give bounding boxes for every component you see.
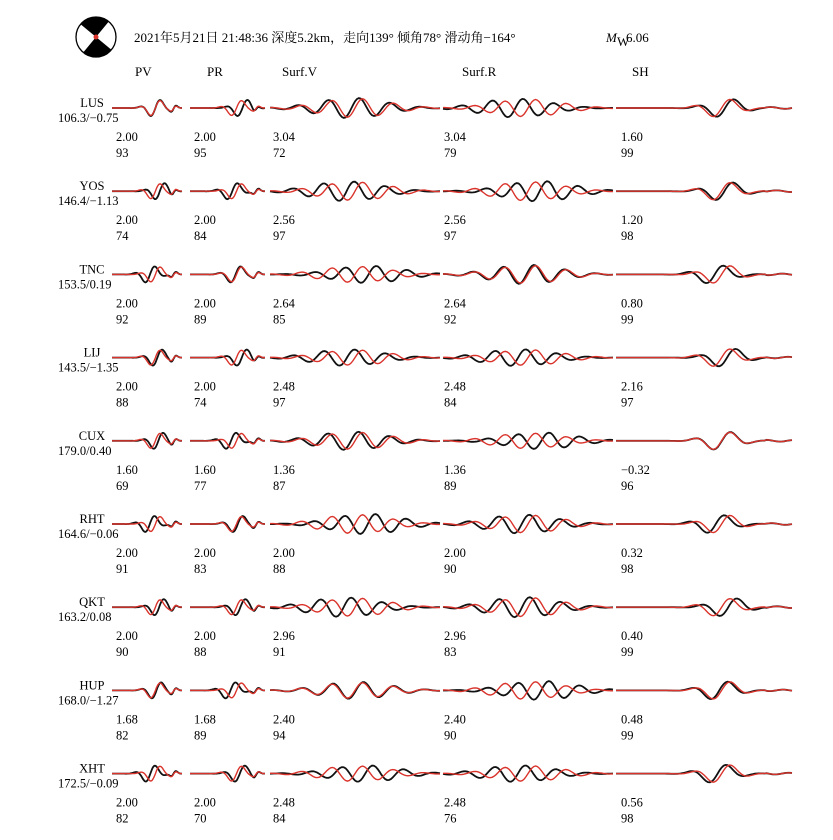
station-row-qkt <box>58 595 792 659</box>
time-shift-pv: 1.60 <box>116 462 138 477</box>
waveform-surf-r <box>443 99 613 117</box>
waveform-pv <box>112 183 182 199</box>
correlation-surf-v: 84 <box>273 811 286 826</box>
correlation-pv: 93 <box>116 146 129 160</box>
time-shift-surf-r: 3.04 <box>444 130 466 144</box>
station-azimuth-distance: 179.0/0.40 <box>58 443 112 458</box>
station-name: LIJ <box>83 345 101 360</box>
correlation-sh: 96 <box>621 478 634 493</box>
waveform-pr <box>190 599 265 615</box>
correlation-pr: 89 <box>194 728 207 743</box>
station-row-cux <box>58 429 792 493</box>
correlation-sh: 98 <box>621 811 634 826</box>
time-shift-pr: 2.00 <box>194 629 216 644</box>
synthetic-trace <box>112 766 182 781</box>
correlation-surf-r: 90 <box>444 728 457 743</box>
synthetic-trace <box>112 184 182 199</box>
beachball-icon <box>76 17 116 57</box>
synthetic-trace <box>443 515 613 532</box>
waveform-surf-r <box>443 766 613 782</box>
time-shift-pv: 2.00 <box>116 795 138 810</box>
waveform-pr <box>190 433 265 449</box>
synthetic-trace <box>616 349 792 366</box>
time-shift-pr: 2.00 <box>194 213 216 228</box>
waveform-sh <box>616 349 792 366</box>
correlation-surf-v: 88 <box>273 562 286 576</box>
correlation-surf-r: 83 <box>444 645 457 660</box>
synthetic-trace <box>443 598 613 617</box>
time-shift-sh: −0.32 <box>621 462 650 477</box>
waveform-pr <box>190 683 265 699</box>
waveform-surf-r <box>443 597 613 617</box>
correlation-surf-v: 91 <box>273 645 286 660</box>
waveform-surf-v <box>270 182 440 201</box>
waveform-surf-r <box>443 433 613 449</box>
time-shift-surf-r: 2.56 <box>444 213 466 228</box>
beachball-center-marker <box>94 35 99 40</box>
time-shift-pv: 2.00 <box>116 130 138 144</box>
station-name: CUX <box>78 428 106 443</box>
time-shift-surf-v: 2.56 <box>273 213 295 228</box>
time-shift-surf-v: 2.00 <box>273 546 295 560</box>
waveform-pv <box>112 433 182 449</box>
waveform-sh <box>616 183 792 200</box>
column-headers <box>135 64 649 79</box>
time-shift-sh: 0.32 <box>621 546 643 560</box>
station-row-lus <box>58 96 792 160</box>
waveform-surf-r <box>443 181 613 201</box>
column-header-surf-r: Surf.R <box>462 64 497 79</box>
station-name: HUP <box>79 678 105 693</box>
time-shift-sh: 0.40 <box>621 629 643 644</box>
correlation-surf-r: 89 <box>444 478 457 493</box>
station-row-lij <box>58 346 792 410</box>
correlation-sh: 99 <box>621 645 634 660</box>
waveform-surf-v <box>270 766 440 782</box>
waveform-sh <box>616 432 792 449</box>
correlation-pv: 91 <box>116 562 129 576</box>
synthetic-trace <box>616 100 792 117</box>
station-row-tnc <box>58 262 792 326</box>
synthetic-trace <box>443 766 613 781</box>
station-name: LUS <box>80 96 104 110</box>
time-shift-sh: 1.60 <box>621 130 643 144</box>
time-shift-pr: 1.60 <box>194 462 216 477</box>
correlation-pv: 90 <box>116 645 129 660</box>
waveform-pv <box>112 599 182 615</box>
synthetic-trace <box>443 350 613 365</box>
time-shift-pr: 2.00 <box>194 296 216 311</box>
figure-header <box>76 17 649 57</box>
synthetic-trace <box>190 101 265 116</box>
time-shift-surf-v: 2.96 <box>273 629 295 644</box>
station-name: RHT <box>79 512 105 526</box>
station-row-xht <box>58 762 792 826</box>
correlation-sh: 99 <box>621 728 634 743</box>
station-azimuth-distance: 168.0/−1.27 <box>58 693 119 708</box>
time-shift-pr: 2.00 <box>194 379 216 394</box>
waveform-surf-v <box>270 266 440 283</box>
correlation-sh: 98 <box>621 229 634 244</box>
correlation-surf-v: 94 <box>273 728 286 743</box>
waveform-surf-r <box>443 265 613 284</box>
waveform-surf-v <box>270 350 440 366</box>
time-shift-sh: 1.20 <box>621 213 643 228</box>
time-shift-pv: 2.00 <box>116 296 138 311</box>
figure-title: 2021年5月21日 21:48:36 深度5.2km，走向139° 倾角78° 滑动角−164° <box>134 30 516 45</box>
waveform-pr <box>190 100 265 116</box>
station-name: XHT <box>79 761 105 776</box>
waveform-surf-v <box>270 514 440 534</box>
time-shift-surf-v: 2.48 <box>273 795 295 810</box>
station-name: TNC <box>79 262 105 277</box>
station-azimuth-distance: 143.5/−1.35 <box>58 360 119 375</box>
waveform-pv <box>112 267 182 283</box>
waveform-surf-r <box>443 681 613 700</box>
waveform-sh <box>616 599 792 616</box>
correlation-pr: 70 <box>194 811 207 826</box>
synthetic-trace <box>270 182 440 200</box>
time-shift-surf-r: 2.96 <box>444 629 466 644</box>
time-shift-surf-v: 2.48 <box>273 379 295 394</box>
correlation-pr: 95 <box>194 146 207 160</box>
waveform-pr <box>190 516 265 532</box>
time-shift-sh: 2.16 <box>621 379 643 394</box>
synthetic-trace <box>190 517 265 532</box>
correlation-surf-r: 79 <box>444 146 457 160</box>
correlation-pv: 74 <box>116 229 129 244</box>
synthetic-trace <box>616 516 792 533</box>
time-shift-sh: 0.80 <box>621 296 643 311</box>
correlation-pr: 84 <box>194 229 207 244</box>
waveform-surf-v <box>270 98 440 118</box>
correlation-surf-r: 84 <box>444 395 457 410</box>
mw-symbol: M <box>606 30 617 45</box>
synthetic-trace <box>270 350 440 365</box>
time-shift-surf-r: 2.40 <box>444 712 466 727</box>
correlation-surf-v: 85 <box>273 312 286 327</box>
synthetic-trace <box>270 267 440 283</box>
waveform-sh <box>616 765 792 782</box>
correlation-pv: 88 <box>116 395 129 410</box>
synthetic-trace <box>190 350 265 365</box>
correlation-pr: 74 <box>194 395 207 410</box>
correlation-pv: 82 <box>116 811 129 826</box>
time-shift-surf-r: 2.64 <box>444 296 466 311</box>
correlation-surf-v: 97 <box>273 229 286 244</box>
station-name: QKT <box>79 595 105 610</box>
station-row-rht <box>58 512 792 576</box>
time-shift-surf-v: 2.64 <box>273 296 295 311</box>
synthetic-trace <box>616 266 792 283</box>
correlation-sh: 98 <box>621 562 634 576</box>
waveform-pv <box>112 100 182 116</box>
time-shift-surf-v: 3.04 <box>273 130 295 144</box>
time-shift-surf-v: 1.36 <box>273 462 295 477</box>
waveform-pv <box>112 682 182 698</box>
synthetic-trace <box>616 682 792 699</box>
correlation-surf-r: 97 <box>444 229 457 244</box>
correlation-surf-v: 87 <box>273 478 286 493</box>
waveform-pr <box>190 183 265 199</box>
correlation-sh: 99 <box>621 312 634 327</box>
column-header-pr: PR <box>207 64 223 79</box>
synthetic-trace <box>616 599 792 616</box>
mw-subscript: W <box>617 34 630 49</box>
column-header-surf-v: Surf.V <box>282 64 318 79</box>
time-shift-pv: 2.00 <box>116 629 138 644</box>
time-shift-surf-r: 1.36 <box>444 462 466 477</box>
correlation-surf-v: 72 <box>273 146 286 160</box>
time-shift-surf-r: 2.48 <box>444 795 466 810</box>
waveform-sh <box>616 266 792 283</box>
synthetic-trace <box>270 766 440 781</box>
time-shift-surf-v: 2.40 <box>273 712 295 727</box>
correlation-surf-r: 76 <box>444 811 457 826</box>
station-azimuth-distance: 153.5/0.19 <box>58 277 112 292</box>
waveform-pr <box>190 267 265 283</box>
station-azimuth-distance: 146.4/−1.13 <box>58 194 119 209</box>
station-name: YOS <box>79 179 105 194</box>
waveform-pr <box>190 350 265 366</box>
time-shift-pv: 2.00 <box>116 213 138 228</box>
synthetic-trace <box>112 683 182 698</box>
waveform-surf-v <box>270 682 440 698</box>
synthetic-trace <box>443 433 613 448</box>
correlation-surf-r: 90 <box>444 562 457 576</box>
waveform-sh <box>616 515 792 532</box>
time-shift-pr: 1.68 <box>194 712 216 727</box>
time-shift-surf-r: 2.00 <box>444 546 466 560</box>
time-shift-pv: 2.00 <box>116 546 138 560</box>
time-shift-pv: 1.68 <box>116 712 138 727</box>
correlation-surf-v: 97 <box>273 395 286 410</box>
waveform-pv <box>112 350 182 366</box>
waveform-surf-v <box>270 598 440 617</box>
time-shift-pr: 2.00 <box>194 546 216 560</box>
time-shift-pr: 2.00 <box>194 795 216 810</box>
waveform-pv <box>112 766 182 782</box>
mw-value: 6.06 <box>626 30 649 45</box>
station-azimuth-distance: 163.2/0.08 <box>58 610 112 625</box>
station-rows <box>58 96 792 826</box>
column-header-sh: SH <box>632 64 649 79</box>
time-shift-surf-r: 2.48 <box>444 379 466 394</box>
station-row-yos <box>58 179 792 243</box>
time-shift-sh: 0.48 <box>621 712 643 727</box>
correlation-surf-r: 92 <box>444 312 457 327</box>
waveform-surf-r <box>443 349 613 365</box>
synthetic-trace <box>190 434 265 449</box>
station-azimuth-distance: 106.3/−0.75 <box>58 111 119 125</box>
waveform-pr <box>190 766 265 782</box>
station-azimuth-distance: 164.6/−0.06 <box>58 527 119 541</box>
correlation-sh: 97 <box>621 395 634 410</box>
time-shift-sh: 0.56 <box>621 795 643 810</box>
waveform-sh <box>616 682 792 699</box>
correlation-pr: 88 <box>194 645 207 660</box>
time-shift-pr: 2.00 <box>194 130 216 144</box>
correlation-pv: 69 <box>116 478 129 493</box>
waveform-surf-v <box>270 432 440 450</box>
time-shift-pv: 2.00 <box>116 379 138 394</box>
correlation-pr: 89 <box>194 312 207 327</box>
correlation-sh: 99 <box>621 146 634 160</box>
correlation-pr: 83 <box>194 562 207 576</box>
correlation-pr: 77 <box>194 478 207 493</box>
correlation-pv: 82 <box>116 728 129 743</box>
waveform-sh <box>616 99 792 116</box>
correlation-pv: 92 <box>116 312 129 327</box>
column-header-pv: PV <box>135 64 152 79</box>
waveform-surf-r <box>443 515 613 533</box>
synthetic-trace <box>190 184 265 199</box>
station-row-hup <box>58 678 792 742</box>
synthetic-trace <box>270 683 440 698</box>
station-azimuth-distance: 172.5/−0.09 <box>58 776 119 791</box>
waveform-pv <box>112 516 182 532</box>
